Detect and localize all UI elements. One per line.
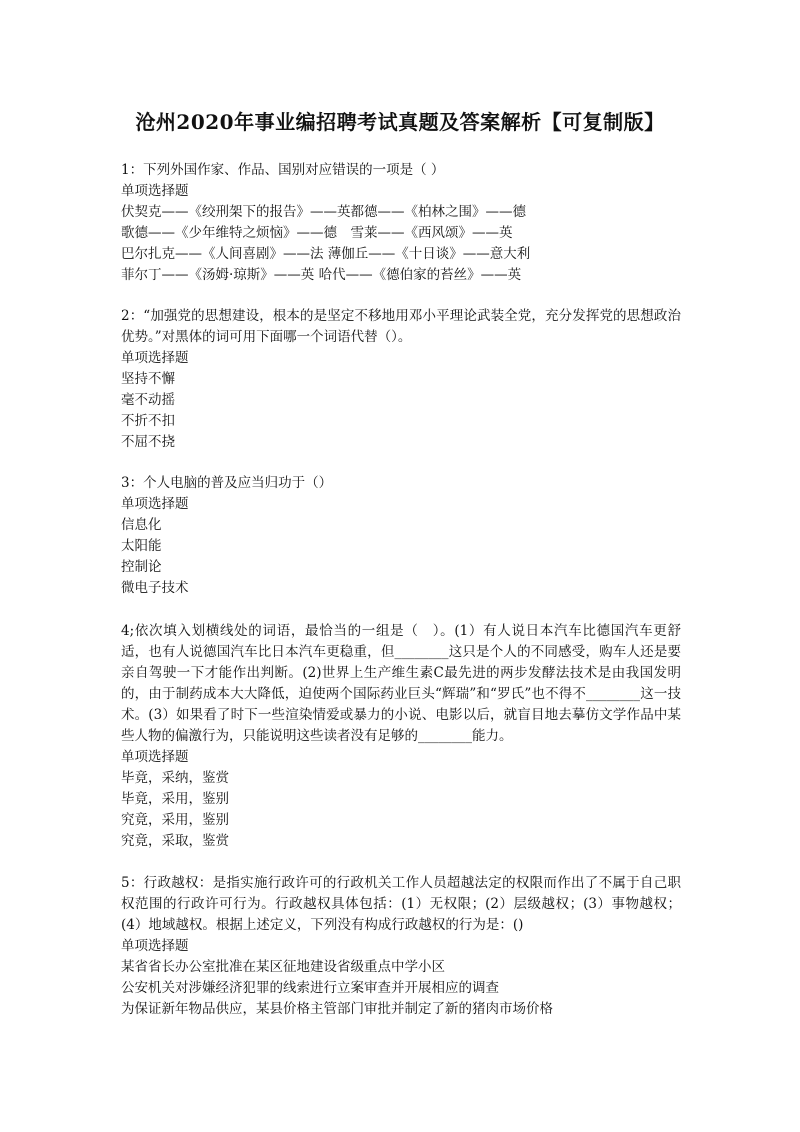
option-d: 微电子技术 bbox=[121, 580, 189, 596]
question-stem: 5：行政越权：是指实施行政许可的行政机关工作人员超越法定的权限而作出了不属于自己职权范围的行政许可行为。行政越权具体包括：(1）无权限；(2）层级越权；(3）事物越权；(4）地域越权。根据上述定义，下列没有构成行政越权的行为是：() bbox=[121, 875, 681, 933]
question-2 bbox=[121, 306, 681, 453]
option-c: 究竟，采用，鉴别 bbox=[121, 812, 229, 828]
option-d: 不屈不挠 bbox=[121, 434, 175, 450]
question-5 bbox=[121, 873, 681, 1020]
question-stem: 2：“加强党的思想建设，根本的是坚定不移地用邓小平理论武装全党，充分发挥党的思想政治优势。”对黑体的词可用下面哪一个词语代替（）。 bbox=[121, 308, 681, 345]
document-title: 沧州2020年事业编招聘考试真题及答案解析【可复制版】 bbox=[135, 110, 665, 134]
option-a: 伏契克——《绞刑架下的报告》——英都德——《柏林之围》——德 bbox=[121, 204, 526, 220]
option-c: 巴尔扎克——《人间喜剧》——法 薄伽丘——《十日谈》——意大利 bbox=[121, 246, 531, 262]
option-b: 毫不动摇 bbox=[121, 392, 175, 408]
option-a: 毕竟，采纳，鉴赏 bbox=[121, 770, 229, 786]
question-stem: 4;依次填入划横线处的词语，最恰当的一组是（ ）。(1）有人说日本汽车比德国汽车更舒适，也有人说德国汽车比日本汽车更稳重，但________这只是个人的不同感受，购车人还是要亲自驾驶一下才能作出判断。(2)世界上生产维生素C最先进的两步发酵法技术是由我国发明的，由于制药成本大大降低，迫使两个国际药业巨头“辉瑞”和“罗氏”也不得不________这一技术。(3）如果看了时下一些渲染情爱或暴力的小说、电影以后，就盲目地去摹仿文学作品中某些人物的偏激行为，只能说明这些读者没有足够的________能力。 bbox=[121, 623, 681, 744]
option-a: 信息化 bbox=[121, 517, 162, 533]
question-3 bbox=[121, 473, 681, 599]
option-d: 菲尔丁——《汤姆·琼斯》——英 哈代——《德伯家的苔丝》——英 bbox=[121, 267, 522, 283]
question-type-label: 单项选择题 bbox=[121, 749, 189, 765]
question-stem: 3：个人电脑的普及应当归功于（） bbox=[121, 475, 333, 491]
question-1 bbox=[121, 160, 681, 286]
option-c: 控制论 bbox=[121, 559, 162, 575]
option-a: 坚持不懈 bbox=[121, 371, 175, 387]
option-b: 公安机关对涉嫌经济犯罪的线索进行立案审查并开展相应的调查 bbox=[121, 980, 499, 996]
question-type-label: 单项选择题 bbox=[121, 350, 189, 366]
option-b: 歌德——《少年维特之烦恼》——德 雪莱——《西风颂》——英 bbox=[121, 225, 513, 241]
option-c: 为保证新年物品供应，某县价格主管部门审批并制定了新的猪肉市场价格 bbox=[121, 1001, 553, 1017]
option-b: 毕竟，采用，鉴别 bbox=[121, 791, 229, 807]
option-d: 究竟，采取，鉴赏 bbox=[121, 833, 229, 849]
option-b: 太阳能 bbox=[121, 538, 162, 554]
option-a: 某省省长办公室批准在某区征地建设省级重点中学小区 bbox=[121, 959, 445, 975]
question-4 bbox=[121, 621, 681, 852]
option-c: 不折不扣 bbox=[121, 413, 175, 429]
question-type-label: 单项选择题 bbox=[121, 938, 189, 954]
question-stem: 1：下列外国作家、作品、国别对应错误的一项是（ ） bbox=[121, 162, 445, 178]
question-type-label: 单项选择题 bbox=[121, 496, 189, 512]
question-type-label: 单项选择题 bbox=[121, 183, 189, 199]
